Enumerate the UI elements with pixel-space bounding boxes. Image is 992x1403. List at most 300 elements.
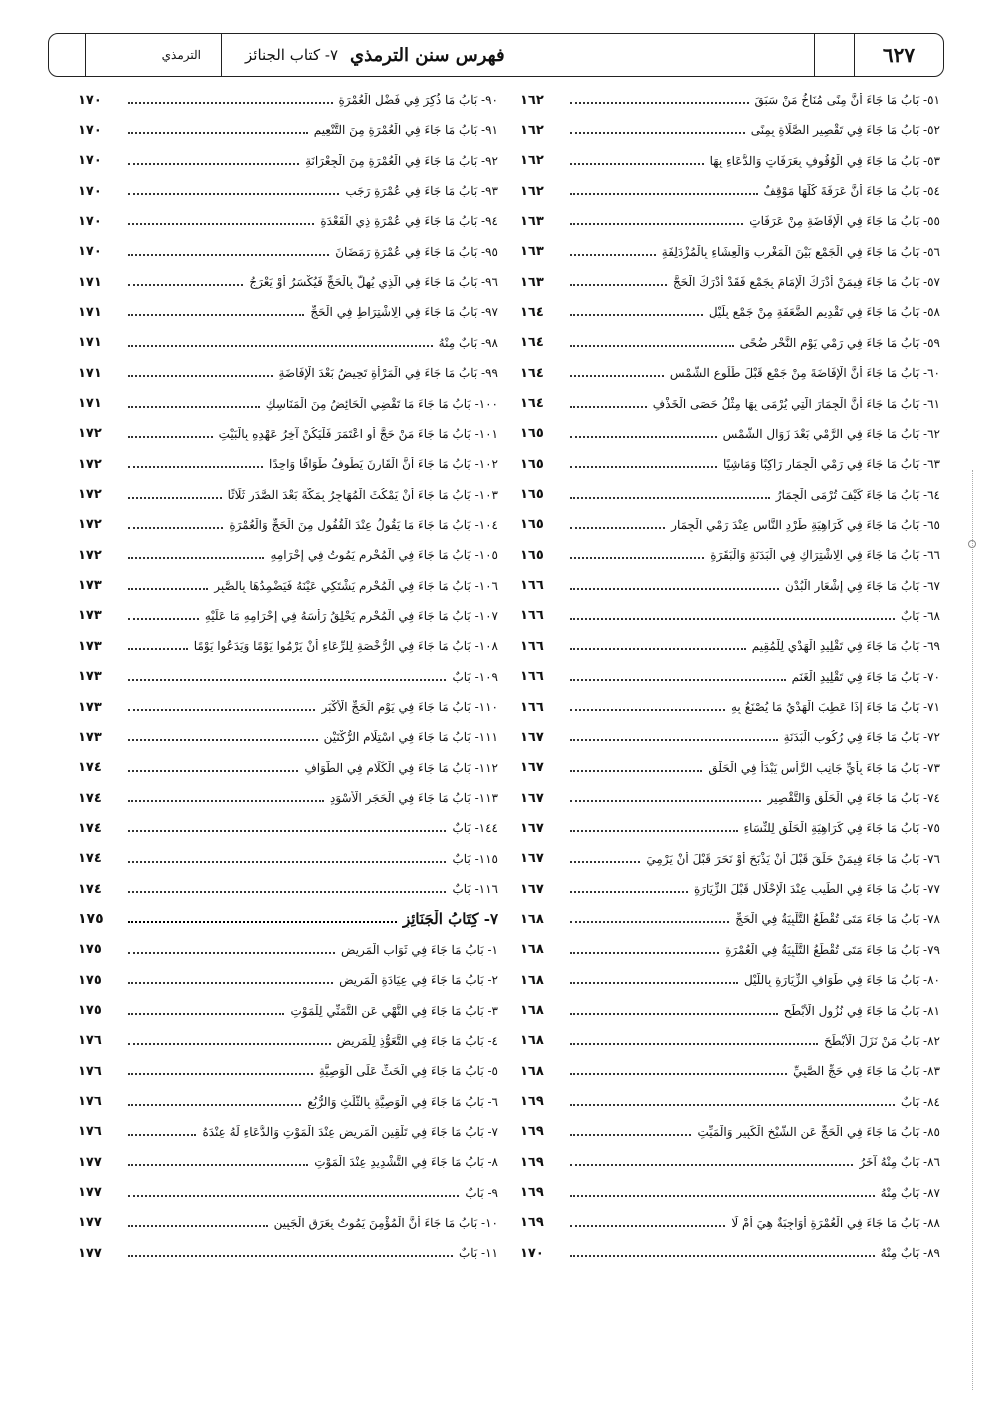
entry-page-number: ١٦٩ xyxy=(520,1215,544,1231)
entry-title: ٤- بَابُ مَا جَاءَ فِي التَّعَوُّذِ لِلْمَرِيضِ xyxy=(336,1033,498,1048)
entry-page-number: ١٧٥ xyxy=(78,911,104,928)
entry-title: ٨٥- بَابُ مَا جَاءَ فِي الْحَجِّ عَنِ الشَّيْخِ الْكَبِيرِ وَالْمَيِّتِ xyxy=(697,1124,940,1139)
entry-title: ٥٩- بَابُ مَا جَاءَ فِي رَمْيِ يَوْمِ النَّحْرِ ضُحًى xyxy=(739,335,940,350)
entry-page-number: ١٦٩ xyxy=(520,1094,544,1110)
dot-leader xyxy=(128,345,433,347)
entry-title: ٧٠- بَابُ مَا جَاءَ فِي تَقْلِيدِ الْغَنَمِ xyxy=(791,669,940,684)
entry-page-number: ١٧٠ xyxy=(520,1245,544,1261)
dot-leader xyxy=(128,284,243,286)
index-entry xyxy=(78,965,498,995)
dot-leader xyxy=(570,466,717,468)
dot-leader xyxy=(128,254,329,256)
dot-leader xyxy=(128,739,318,741)
entry-body xyxy=(122,791,498,805)
entry-body xyxy=(122,154,498,168)
entry-page-number: ١٧٠ xyxy=(78,153,102,169)
entry-page-number: ١٦٦ xyxy=(520,608,544,624)
index-entry xyxy=(520,601,940,631)
dot-leader xyxy=(128,709,315,711)
dot-leader xyxy=(128,466,263,468)
dot-leader xyxy=(570,952,719,954)
entry-body xyxy=(122,1125,498,1139)
entry-body xyxy=(564,1004,940,1018)
dot-leader xyxy=(570,1013,778,1015)
header-author-cell xyxy=(49,34,221,76)
entry-body xyxy=(564,700,940,714)
entry-page-number: ١٦٩ xyxy=(520,1124,544,1140)
dot-leader xyxy=(570,163,704,165)
entry-page-number: ١٦٢ xyxy=(520,183,544,199)
entry-title: ٨٩- بَابٌ مِنْهُ xyxy=(880,1246,940,1261)
index-entry xyxy=(520,115,940,145)
entry-title: ٨٤- بَابٌ xyxy=(900,1094,940,1109)
header-title-group xyxy=(219,34,855,76)
index-entry xyxy=(520,813,940,843)
dot-leader xyxy=(570,254,656,256)
dot-leader xyxy=(570,1043,818,1045)
entry-page-number: ١٧٤ xyxy=(78,851,102,867)
entry-body xyxy=(122,973,498,987)
dot-leader xyxy=(128,618,199,620)
entry-page-number: ١٦٦ xyxy=(520,669,544,685)
dot-leader xyxy=(128,1225,268,1227)
dot-leader xyxy=(570,648,746,650)
entry-body xyxy=(122,852,498,866)
entry-title: ٩٠- بَابُ مَا ذُكِرَ فِي فَضْلِ الْعُمْرَةِ xyxy=(338,93,498,107)
dot-leader xyxy=(570,557,704,559)
entry-page-number: ١٦٢ xyxy=(520,92,544,108)
entry-page-number: ١٦٤ xyxy=(520,335,544,351)
section-title: ٧- كتاب الجنائز xyxy=(245,46,338,64)
entry-title: ٥٦- بَابُ مَا جَاءَ فِي الْجَمْعِ بَيْنَ الْمَغْرِبِ وَالْعِشَاءِ بِالْمُزْدَلِفَةِ xyxy=(661,244,940,259)
entry-body xyxy=(122,670,498,684)
entry-page-number: ١٦٣ xyxy=(520,244,544,260)
index-entry xyxy=(78,631,498,661)
entry-title: ٢- بَابُ مَا جَاءَ فِي عِيَادَةِ الْمَرِيضِ xyxy=(339,973,498,988)
dot-leader xyxy=(128,982,333,984)
entry-body xyxy=(564,821,940,835)
index-entry xyxy=(78,206,498,236)
entry-page-number: ١٦٥ xyxy=(520,426,544,442)
entry-body xyxy=(564,1216,940,1230)
entry-body xyxy=(122,457,498,471)
entry-title: ١٠٨- بَابُ مَا جَاءَ فِي الرُّخْصَةِ لِلرِّعَاءِ أَنْ يَرْمُوا يَوْمًا وَيَدَعُوا يَوْمًا xyxy=(193,639,498,654)
index-entry xyxy=(78,1238,498,1268)
dot-leader xyxy=(570,406,647,408)
entry-title: ١٠٢- بَابُ مَا جَاءَ أَنَّ الْقَارِنَ يَطُوفُ طَوَافًا وَاحِدًا xyxy=(269,457,498,472)
index-entry xyxy=(520,571,940,601)
entry-body xyxy=(564,275,940,289)
dot-leader xyxy=(128,163,299,165)
entry-body xyxy=(564,761,940,775)
entry-body xyxy=(122,184,498,198)
entry-body xyxy=(564,882,940,896)
entry-page-number: ١٧٧ xyxy=(78,1245,102,1261)
entry-title: ٨- بَابُ مَا جَاءَ فِي التَّشْدِيدِ عِنْدَ الْمَوْتِ xyxy=(314,1155,498,1170)
index-entry xyxy=(520,1238,940,1268)
entry-title: ٥٧- بَابُ مَا جَاءَ فِيمَنْ أَدْرَكَ الْإِمَامَ بِجَمْعٍ فَقَدْ أَدْرَكَ الْحَجَّ xyxy=(672,275,940,290)
index-entry xyxy=(520,844,940,874)
dot-leader xyxy=(128,952,335,954)
entry-page-number: ١٦٦ xyxy=(520,638,544,654)
dot-leader xyxy=(128,557,264,559)
entry-body xyxy=(564,366,940,380)
dot-leader xyxy=(128,1195,459,1197)
index-entry xyxy=(78,692,498,722)
entry-body xyxy=(122,910,498,928)
dot-leader xyxy=(570,1225,725,1227)
index-entry xyxy=(78,783,498,813)
entry-title: ٧١- بَابُ مَا جَاءَ إِذَا عَطِبَ الْهَدْيُ مَا يُصْنَعُ بِهِ xyxy=(731,700,940,714)
index-entry xyxy=(520,1056,940,1086)
entry-page-number: ١٦٧ xyxy=(520,851,544,867)
entry-title: ٧٥- بَابُ مَا جَاءَ فِي كَرَاهِيَةِ الْحَلْقِ لِلنِّسَاءِ xyxy=(743,821,940,836)
entry-title: ١٠٣- بَابُ مَا جَاءَ أَنْ يَمْكُثَ الْمُهَاجِرُ بِمَكَّةَ بَعْدَ الصَّدَرِ ثَلَاثًا xyxy=(227,487,498,502)
entry-body xyxy=(122,366,498,380)
entry-page-number: ١٧٢ xyxy=(78,547,102,563)
entry-page-number: ١٦٨ xyxy=(520,1063,544,1079)
index-entry xyxy=(78,662,498,692)
dot-leader xyxy=(128,132,308,134)
index-entry xyxy=(78,297,498,327)
entry-page-number: ١٦٤ xyxy=(520,365,544,381)
entry-title: ١٠٧- بَابُ مَا جَاءَ فِي الْمُحْرِمِ يَحْلِقُ رَأْسَهُ فِي إِحْرَامِهِ مَا عَلَيْهِ xyxy=(204,608,498,623)
entry-page-number: ١٧٣ xyxy=(78,669,102,685)
entry-title: ١١٠- بَابُ مَا جَاءَ فِي يَوْمِ الْحَجِّ الْأَكْبَرِ xyxy=(321,700,498,714)
entry-body xyxy=(564,1186,940,1200)
index-entry xyxy=(78,1208,498,1238)
index-entry xyxy=(78,389,498,419)
index-entry xyxy=(78,85,498,115)
entry-title: ١١٦- بَابٌ xyxy=(452,882,498,897)
entry-title: ١٠٠- بَابُ مَا جَاءَ مَا تَقْضِي الْحَائِضُ مِنَ الْمَنَاسِكِ xyxy=(265,396,498,411)
entry-body xyxy=(122,639,498,653)
entry-body xyxy=(564,1034,940,1048)
dot-leader xyxy=(570,1195,875,1197)
index-entry xyxy=(520,419,940,449)
entry-page-number: ١٧١ xyxy=(78,274,102,290)
dot-leader xyxy=(128,891,446,893)
entry-page-number: ١٦٨ xyxy=(520,911,544,927)
entry-body xyxy=(122,488,498,502)
entry-title: ٩٦- بَابُ مَا جَاءَ فِي الَّذِي يُهِلُّ بِالْحَجِّ فَيُكْسَرُ أَوْ يَعْرَجُ xyxy=(249,275,498,290)
entry-body xyxy=(122,123,498,137)
index-entry xyxy=(520,176,940,206)
entry-title: ٧٦- بَابُ مَا جَاءَ فِيمَنْ حَلَقَ قَبْلَ أَنْ يَذْبَحَ أَوْ نَحَرَ قَبْلَ أَنْ يَرْمِيَ xyxy=(646,851,940,866)
entry-title: ٩٣- بَابُ مَا جَاءَ فِي عُمْرَةِ رَجَبٍ xyxy=(345,184,498,199)
entry-body xyxy=(564,184,940,198)
dot-leader xyxy=(128,588,208,590)
entry-page-number: ١٧٤ xyxy=(78,760,102,776)
dot-leader xyxy=(128,921,397,923)
entry-page-number: ١٧٦ xyxy=(78,1094,102,1110)
entry-body xyxy=(564,336,940,350)
entry-body xyxy=(122,1186,498,1200)
entry-title: ٩٧- بَابُ مَا جَاءَ فِي الِاشْتِرَاطِ فِي الْحَجِّ xyxy=(310,305,498,320)
scan-margin-mark xyxy=(968,540,976,548)
entry-page-number: ١٦٨ xyxy=(520,942,544,958)
index-entry xyxy=(520,783,940,813)
index-entry xyxy=(520,237,940,267)
entry-body xyxy=(122,1004,498,1018)
dot-leader xyxy=(128,861,446,863)
entry-title: ٥٢- بَابُ مَا جَاءَ فِي تَقْصِيرِ الصَّلَاةِ بِمِنًى xyxy=(750,123,940,138)
dot-leader xyxy=(128,314,304,316)
entry-title: ٦٨- بَابٌ xyxy=(900,608,940,623)
dot-leader xyxy=(128,770,298,772)
chapter-heading-row xyxy=(78,904,498,934)
index-entry xyxy=(520,358,940,388)
dot-leader xyxy=(570,1164,853,1166)
index-entry xyxy=(78,571,498,601)
entry-body xyxy=(122,336,498,350)
dot-leader xyxy=(128,102,333,104)
entry-body xyxy=(564,1155,940,1169)
index-entry xyxy=(78,1117,498,1147)
dot-leader xyxy=(570,102,749,104)
dot-leader xyxy=(128,1013,284,1015)
entry-page-number: ١٦٨ xyxy=(520,1033,544,1049)
dot-leader xyxy=(570,891,688,893)
entry-title: ١١٥- بَابٌ xyxy=(452,851,498,866)
entry-title: ٥- بَابُ مَا جَاءَ فِي الْحَثِّ عَلَى الْوَصِيَّةِ xyxy=(318,1064,498,1079)
entry-title: ١٠٤- بَابُ مَا جَاءَ مَا يَقُولُ عِنْدَ الْقُفُولِ مِنَ الْحَجِّ وَالْعُمْرَةِ xyxy=(229,517,498,532)
index-entry xyxy=(78,844,498,874)
index-entry xyxy=(520,85,940,115)
entry-title: ٨٧- بَابٌ مِنْهُ xyxy=(880,1185,940,1200)
dot-leader xyxy=(570,739,778,741)
entry-page-number: ١٦٧ xyxy=(520,820,544,836)
entry-title: ٨٠- بَابُ مَا جَاءَ فِي طَوَافِ الزِّيَارَةِ بِاللَّيْلِ xyxy=(743,973,940,988)
entry-page-number: ١٦٤ xyxy=(520,396,544,411)
index-entry xyxy=(520,480,940,510)
entry-page-number: ١٧٠ xyxy=(78,122,102,138)
entry-title: ١٠٦- بَابُ مَا جَاءَ فِي الْمُحْرِمِ يَشْتَكِي عَيْنَهُ فَيَضْمِدُهَا بِالصَّبِرِ xyxy=(214,578,498,593)
dot-leader xyxy=(128,497,222,499)
entry-body xyxy=(564,639,940,653)
entry-body xyxy=(564,1064,940,1078)
entry-page-number: ١٧٢ xyxy=(78,426,102,442)
entry-page-number: ١٦٨ xyxy=(520,972,544,988)
entry-page-number: ١٧٠ xyxy=(78,183,102,199)
entry-body xyxy=(564,973,940,987)
index-entry xyxy=(520,1208,940,1238)
entry-page-number: ١٦٨ xyxy=(520,1003,544,1018)
dot-leader xyxy=(570,223,743,225)
author-name: الترمذي xyxy=(161,48,201,62)
entry-body xyxy=(564,123,940,137)
entry-page-number: ١٦٩ xyxy=(520,1185,544,1201)
entry-title: ٣- بَابُ مَا جَاءَ فِي النَّهْيِ عَنِ التَّمَنِّي لِلْمَوْتِ xyxy=(290,1003,498,1018)
index-entry xyxy=(520,1087,940,1117)
index-entry xyxy=(520,965,940,995)
dot-leader xyxy=(128,375,273,377)
entry-body xyxy=(564,457,940,471)
entry-body xyxy=(564,427,940,441)
dot-leader xyxy=(570,709,725,711)
entry-title: ٧٣- بَابُ مَا جَاءَ بِأَيِّ جَانِبِ الرَّأْسِ يَبْدَأُ فِي الْحَلْقِ xyxy=(708,760,940,775)
entry-page-number: ١٧١ xyxy=(78,335,102,351)
index-entry xyxy=(78,328,498,358)
dot-leader xyxy=(128,1255,453,1257)
entry-title: ٧- بَابُ مَا جَاءَ فِي تَلْقِينِ الْمَرِيضِ عِنْدَ الْمَوْتِ وَالدُّعَاءِ لَهُ عِنْدَهُ xyxy=(202,1124,498,1139)
index-entry xyxy=(520,297,940,327)
chapter-title: ٧- كِتَابُ الْجَنَائِزِ xyxy=(402,910,498,929)
entry-body xyxy=(564,670,940,684)
entry-body xyxy=(564,730,940,744)
entry-body xyxy=(564,93,940,107)
entry-title: ١١- بَابٌ xyxy=(458,1246,498,1261)
entry-title: ٦١- بَابُ مَا جَاءَ أَنَّ الْجِمَارَ الَّتِي يُرْمَى بِهَا مِثْلُ حَصَى الْخَذْفِ xyxy=(652,396,940,411)
page-number: ٦٢٧ xyxy=(882,43,916,67)
dot-leader xyxy=(570,345,734,347)
entry-page-number: ١٧١ xyxy=(78,396,102,411)
index-entry xyxy=(520,1178,940,1208)
index-entry xyxy=(78,115,498,145)
entry-body xyxy=(122,93,498,107)
index-entry xyxy=(78,540,498,570)
entry-title: ٥٤- بَابُ مَا جَاءَ أَنَّ عَرَفَةَ كُلَّهَا مَوْقِفٌ xyxy=(763,184,940,199)
entry-page-number: ١٦٧ xyxy=(520,790,544,806)
entry-page-number: ١٧١ xyxy=(78,365,102,381)
entry-page-number: ١٦٧ xyxy=(520,729,544,745)
index-entry xyxy=(78,753,498,783)
entry-title: ٩٤- بَابُ مَا جَاءَ فِي عُمْرَةِ ذِي الْقَعْدَةِ xyxy=(320,214,498,229)
entry-body xyxy=(122,548,498,562)
scan-margin-line xyxy=(972,470,973,1390)
entry-title: ١٠- بَابُ مَا جَاءَ أَنَّ الْمُؤْمِنَ يَمُوتُ بِعَرَقِ الْجَبِينِ xyxy=(273,1215,498,1230)
entry-title: ٨٨- بَابُ مَا جَاءَ فِي الْعُمْرَةِ أَوَاجِبَةٌ هِيَ أَمْ لَا xyxy=(731,1215,940,1230)
entry-page-number: ١٧٤ xyxy=(78,820,102,836)
entry-page-number: ١٧٦ xyxy=(78,1063,102,1079)
index-entry xyxy=(78,358,498,388)
index-entry xyxy=(78,1087,498,1117)
index-entry xyxy=(78,176,498,206)
entry-page-number: ١٦٧ xyxy=(520,881,544,897)
dot-leader xyxy=(570,982,738,984)
entry-title: ٧٨- بَابُ مَا جَاءَ مَتَى تُقْطَعُ التَّلْبِيَةُ فِي الْحَجِّ xyxy=(735,912,940,927)
entry-page-number: ١٦٣ xyxy=(520,274,544,290)
entry-body xyxy=(564,1125,940,1139)
index-entry xyxy=(78,267,498,297)
entry-title: ٦٧- بَابُ مَا جَاءَ فِي إِشْعَارِ الْبُدْنِ xyxy=(784,578,940,593)
entry-title: ٦- بَابُ مَا جَاءَ فِي الْوَصِيَّةِ بِالثُّلُثِ وَالرُّبُعِ xyxy=(307,1094,498,1109)
index-entry xyxy=(520,449,940,479)
dot-leader xyxy=(570,193,758,195)
dot-leader xyxy=(570,588,779,590)
dot-leader xyxy=(128,223,314,225)
book-title: فهرس سنن الترمذي xyxy=(350,44,505,66)
entry-body xyxy=(122,214,498,228)
index-entry xyxy=(520,753,940,783)
entry-page-number: ١٧٠ xyxy=(78,92,102,108)
entry-page-number: ١٦٩ xyxy=(520,1154,544,1170)
entry-body xyxy=(564,791,940,805)
entry-page-number: ١٧٦ xyxy=(78,1033,102,1049)
entry-title: ٧٩- بَابُ مَا جَاءَ مَتَى تُقْطَعُ التَّلْبِيَةُ فِي الْعُمْرَةِ xyxy=(725,942,940,957)
entry-title: ٩١- بَابُ مَا جَاءَ فِي الْعُمْرَةِ مِنَ التَّنْعِيمِ xyxy=(313,123,498,138)
entry-body xyxy=(122,1095,498,1109)
dot-leader xyxy=(570,132,745,134)
entry-title: ٥٥- بَابُ مَا جَاءَ فِي الْإِفَاضَةِ مِنْ عَرَفَاتٍ xyxy=(749,214,940,229)
entry-title: ١٠٥- بَابُ مَا جَاءَ فِي الْمُحْرِمِ يَمُوتُ فِي إِحْرَامِهِ xyxy=(270,548,498,563)
index-entry xyxy=(78,1178,498,1208)
dot-leader xyxy=(128,830,446,832)
entry-title: ٦٠- بَابُ مَا جَاءَ أَنَّ الْإِفَاضَةَ مِنْ جَمْعٍ قَبْلَ طُلُوعِ الشَّمْسِ xyxy=(669,366,940,381)
index-entry xyxy=(520,904,940,934)
entry-title: ٦٢- بَابُ مَا جَاءَ فِي الرَّمْيِ بَعْدَ زَوَالِ الشَّمْسِ xyxy=(722,426,940,441)
entry-body xyxy=(564,397,940,411)
entry-body xyxy=(564,214,940,228)
index-entry xyxy=(520,662,940,692)
dot-leader xyxy=(128,193,339,195)
entry-page-number: ١٧٥ xyxy=(78,972,102,988)
entry-body xyxy=(122,761,498,775)
dot-leader xyxy=(570,830,738,832)
entry-body xyxy=(122,1246,498,1260)
dot-leader xyxy=(570,497,770,499)
entry-body xyxy=(564,548,940,562)
dot-leader xyxy=(570,1104,895,1106)
dot-leader xyxy=(570,861,640,863)
entry-title: ٧٧- بَابُ مَا جَاءَ فِي الطِّيبِ عِنْدَ الْإِحْلَالِ قَبْلَ الزِّيَارَةِ xyxy=(693,882,940,897)
entry-page-number: ١٧٢ xyxy=(78,517,102,533)
index-entry xyxy=(520,146,940,176)
entry-page-number: ١٧٧ xyxy=(78,1154,102,1170)
entry-page-number: ١٦٥ xyxy=(520,517,544,533)
entry-title: ١١٢- بَابُ مَا جَاءَ فِي الْكَلَامِ فِي الطَّوَافِ xyxy=(304,760,498,775)
entry-title: ٨٢- بَابُ مَنْ نَزَلَ الْأَبْطَحَ xyxy=(824,1033,940,1048)
entry-title: ٩- بَابٌ xyxy=(465,1185,498,1200)
entry-body xyxy=(122,1155,498,1169)
index-entry xyxy=(520,874,940,904)
index-entry xyxy=(520,996,940,1026)
index-entry xyxy=(520,540,940,570)
entry-page-number: ١٧٤ xyxy=(78,790,102,806)
index-entry xyxy=(520,631,940,661)
entry-title: ٥١- بَابُ مَا جَاءَ أَنَّ مِنًى مُنَاخُ مَنْ سَبَقَ xyxy=(754,93,940,107)
entry-body xyxy=(122,427,498,441)
index-entry xyxy=(520,267,940,297)
dot-leader xyxy=(128,679,446,681)
dot-leader xyxy=(570,1073,787,1075)
entry-body xyxy=(122,609,498,623)
entry-body xyxy=(122,245,498,259)
entry-title: ٦٦- بَابُ مَا جَاءَ فِي الِاشْتِرَاكِ فِي الْبَدَنَةِ وَالْبَقَرَةِ xyxy=(710,548,940,563)
index-entry xyxy=(520,1117,940,1147)
index-entry xyxy=(78,722,498,752)
dot-leader xyxy=(570,921,729,923)
entry-title: ٥٨- بَابُ مَا جَاءَ فِي تَقْدِيمِ الضَّعَفَةِ مِنْ جَمْعٍ بِلَيْلٍ xyxy=(708,305,940,320)
index-entry xyxy=(520,206,940,236)
entry-title: ١١١- بَابُ مَا جَاءَ فِي اسْتِلَامِ الرُّكْنَيْنِ xyxy=(323,730,498,745)
entry-body xyxy=(564,579,940,593)
dot-leader xyxy=(128,1164,308,1166)
entry-body xyxy=(122,730,498,744)
entry-page-number: ١٦٤ xyxy=(520,304,544,320)
entry-page-number: ١٧٢ xyxy=(78,487,102,503)
entry-title: ٨١- بَابُ مَا جَاءَ فِي نُزُولِ الْأَبْطَحِ xyxy=(783,1003,940,1018)
dot-leader xyxy=(128,1134,196,1136)
index-entry xyxy=(78,1026,498,1056)
entry-page-number: ١٧٧ xyxy=(78,1185,102,1201)
index-entry xyxy=(78,601,498,631)
entry-body xyxy=(122,579,498,593)
entry-body xyxy=(122,943,498,957)
entry-page-number: ١٧٧ xyxy=(78,1215,102,1231)
entry-title: ١٤٤- بَابٌ xyxy=(452,821,498,836)
dot-leader xyxy=(570,314,703,316)
